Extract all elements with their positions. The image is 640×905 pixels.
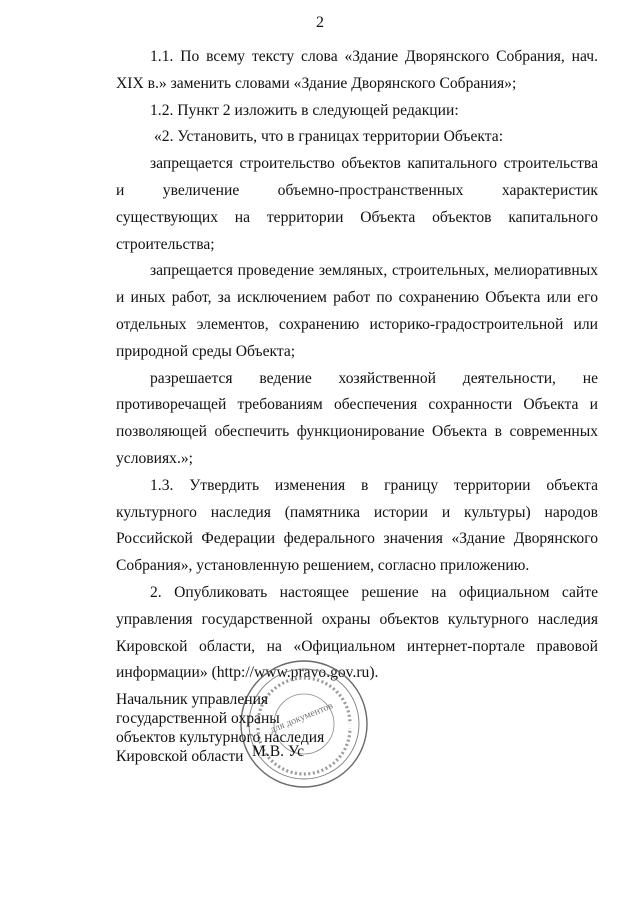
signature-position-line-1: Начальник управления bbox=[116, 691, 269, 708]
paragraph-prohibition-works: запрещается проведение земляных, строительных, мелиоративных и иных работ, за исключением работ по сохранению Объекта или его отдельных элементов, сохранению историко-градостроительной или природной среды Объекта; bbox=[116, 262, 598, 360]
seal-text: для документов bbox=[268, 700, 335, 736]
signature-position-line-4: Кировской области bbox=[116, 748, 244, 765]
signature-position-line-3: объектов культурного наследия bbox=[116, 729, 325, 746]
paragraph-2: 2. Опубликовать настоящее решение на официальном сайте управления государственной охраны объектов культурного наследия Кировской области, на «Официальном интернет-портале правовой информации» (http://www.pravo.gov.ru). bbox=[116, 583, 598, 682]
paragraph-1-1: 1.1. По всему тексту слова «Здание Дворянского Собрания, нач. XIX в.» заменить словами «Здание Дворянского Собрания»; bbox=[116, 48, 598, 92]
paragraph-1-2: 1.2. Пункт 2 изложить в следующей редакции: bbox=[150, 101, 459, 119]
signer-name: М.В. Ус bbox=[252, 743, 305, 760]
paragraph-quote-start: «2. Установить, что в границах территории Объекта: bbox=[154, 128, 504, 146]
page-number: 2 bbox=[316, 14, 324, 31]
signature-position-line-2: государственной охраны bbox=[116, 710, 280, 727]
paragraph-prohibition-construction: запрещается строительство объектов капитального строительства и увеличение объемно-пространственных характеристик существующих на территории Объекта объектов капитального строительства; bbox=[116, 155, 598, 253]
paragraph-permission: разрешается ведение хозяйственной деятельности, не противоречащей требованиям обеспечения сохранности Объекта и позволяющей обеспечить функционирование Объекта в современных условиях.»; bbox=[116, 369, 598, 467]
document-body bbox=[116, 44, 598, 687]
paragraph-1-3: 1.3. Утвердить изменения в границу территории объекта культурного наследия (памятника истории и культуры) народов Российской Федерации федерального значения «Здание Дворянского Собрания», установленную решением, согласно приложению. bbox=[116, 476, 598, 575]
